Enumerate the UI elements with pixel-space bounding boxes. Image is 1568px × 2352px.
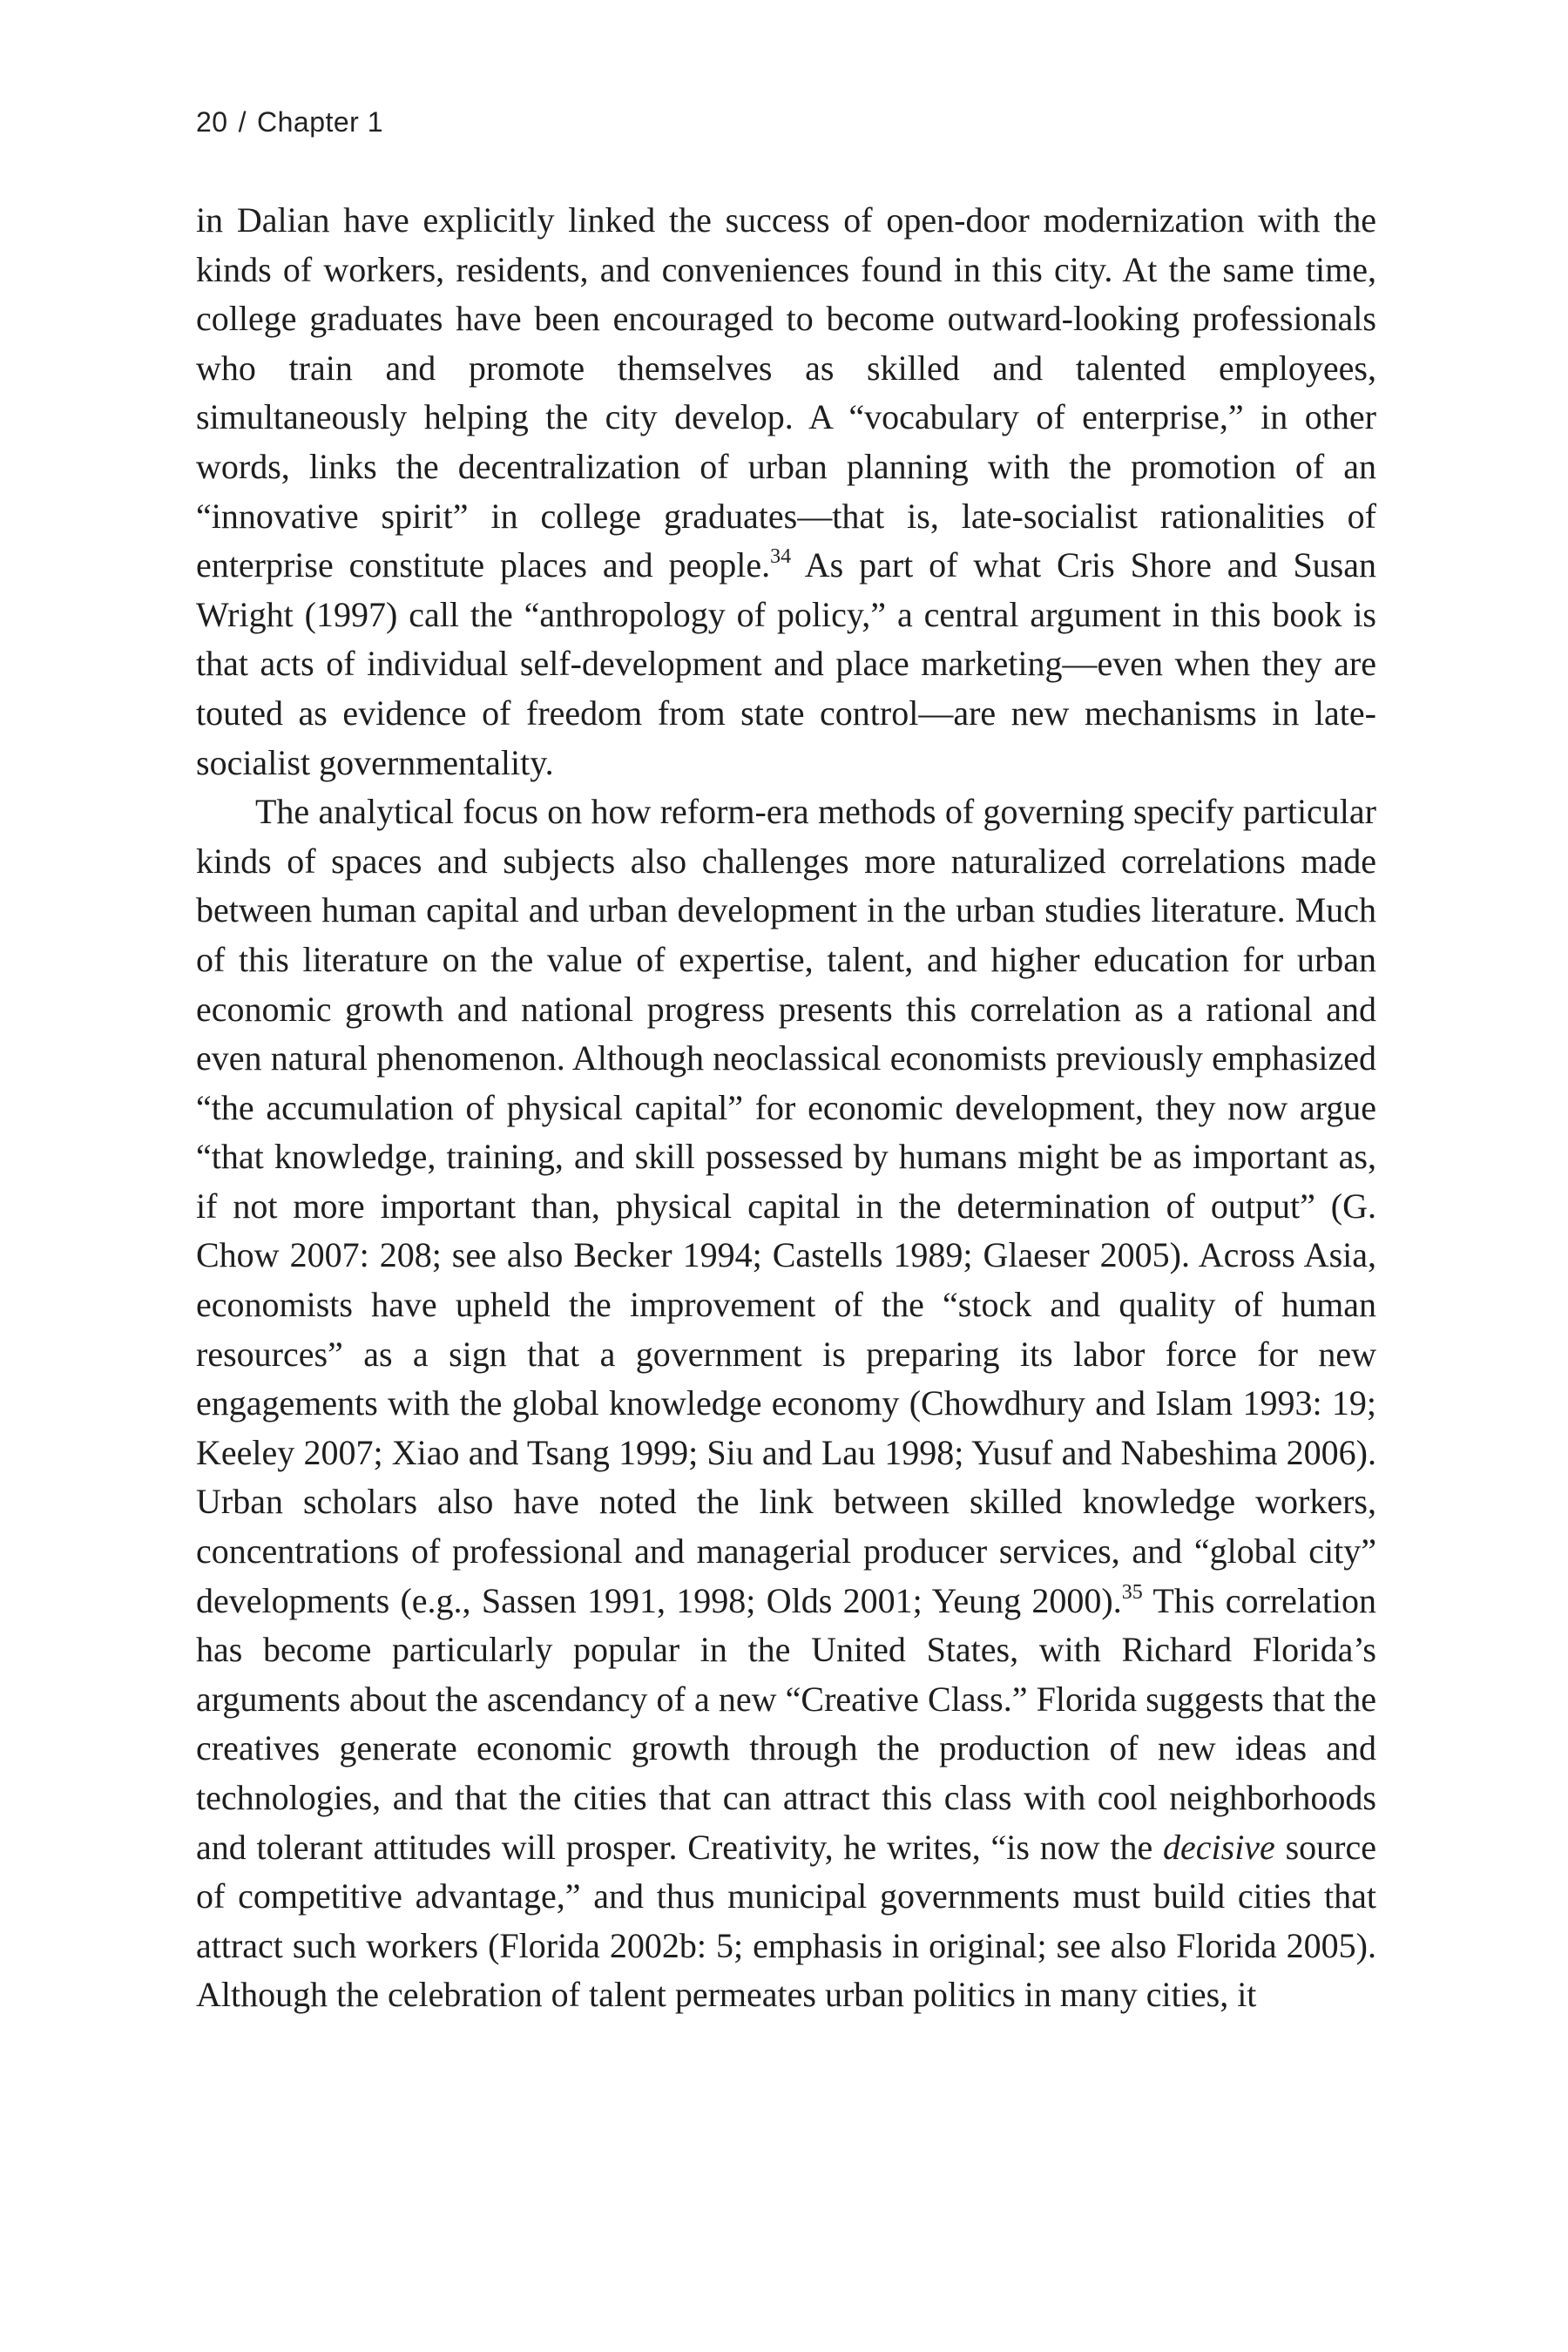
page-number: 20 bbox=[196, 106, 228, 138]
body-text bbox=[196, 196, 1376, 2020]
paragraph-text: As part of what Cris Shore and Susan Wright (1997) call the “anthropology of policy,” a central argument in this book is that acts of individual self-development and place marketing—even when they are touted as evidence of freedom from state control—are new mechanisms in late-socialist governmentality. bbox=[196, 545, 1377, 782]
paragraph-text: in Dalian have explicitly linked the success of open-door modernization with the kinds of workers, residents, and conveniences found in this city. At the same time, college graduates have been encouraged to become outward-looking professionals who train and promote themselves as skilled and talented employees, simultaneously helping the city develop. A “vocabulary of enterprise,” in other words, links the decentralization of urban planning with the promotion of an “innovative spirit” in college graduates—that is, late-socialist rationalities of enterprise constitute places and people. bbox=[196, 200, 1376, 585]
running-head bbox=[196, 106, 383, 139]
paragraph-continued bbox=[196, 196, 1376, 787]
paragraph-text: This correlation has become particularly popular in the United States, with Richard Florida’s arguments about the ascendancy of a new “Creative Class.” Florida suggests that the creatives generate economic growth through the production of new ideas and technologies, and that the cities that can attract this class with cool neighborhoods and tolerant attitudes will prosper. Creativity, he writes, “is now the bbox=[196, 1580, 1376, 1867]
footnote-marker: 35 bbox=[1121, 1580, 1143, 1604]
paragraph bbox=[196, 787, 1376, 2020]
paragraph-text: source of competitive advantage,” and thus municipal governments must build cities that attract such workers (Florida 2002b: 5; emphasis in original; see also Florida 2005). Although the celebration of talent permeates urban politics in many cities, it bbox=[196, 1827, 1376, 2015]
footnote-marker: 34 bbox=[770, 545, 792, 569]
paragraph-text: The analytical focus on how reform-era methods of governing specify particular kinds of spaces and subjects also challenges more naturalized correlations made between human capital and urban development in the urban studies literature. Much of this literature on the value of expertise, talent, and higher education for urban economic growth and national progress presents this correlation as a rational and even natural phenomenon. Although neoclassical economists previously emphasized “the accumulation of physical capital” for economic development, they now argue “that knowledge, training, and skill possessed by humans might be as important as, if not more important than, physical capital in the determination of output” (G. Chow 2007: 208; see also Becker 1994; Castells 1989; Glaeser 2005). Across Asia, economists have upheld the improvement of the “stock and quality of human resources” as a sign that a government is preparing its labor force for new engagements with the global knowledge economy (Chowdhury and Islam 1993: 19; Keeley 2007; Xiao and Tsang 1999; Siu and Lau 1998; Yusuf and Nabeshima 2006). Urban scholars also have noted the link between skilled knowledge workers, concentrations of professional and managerial producer services, and “global city” developments (e.g., Sassen 1991, 1998; Olds 2001; Yeung 2000). bbox=[196, 792, 1376, 1620]
chapter-title: Chapter 1 bbox=[256, 106, 384, 138]
running-head-separator: / bbox=[238, 106, 247, 138]
emphasis-text: decisive bbox=[1163, 1827, 1275, 1867]
